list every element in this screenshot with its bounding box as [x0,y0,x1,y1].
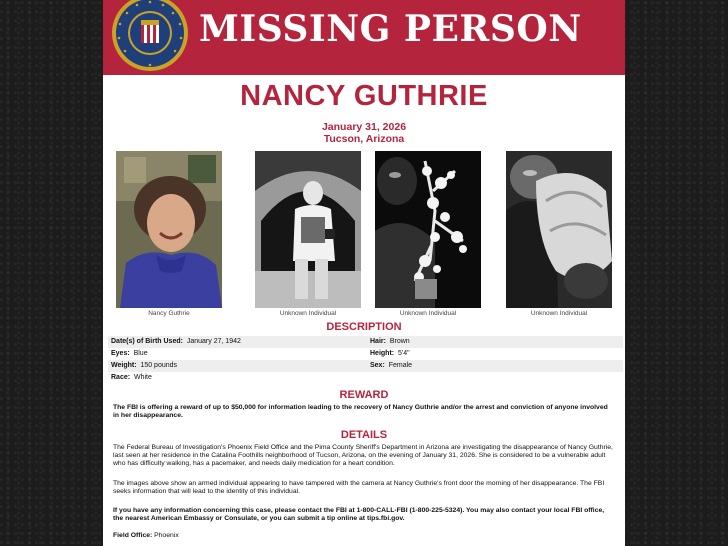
caption-photo-3: Unknown Individual [399,310,457,317]
description-heading: DESCRIPTION [326,321,402,333]
fbi-seal-icon [111,0,189,72]
height-value: 5'4" [398,350,410,357]
table-row [108,360,623,372]
details-heading: DETAILS [340,429,388,441]
person-name: NANCY GUTHRIE [240,80,488,112]
reward-text: The FBI is offering a reward of up to $50,000 for information leading to the recovery of Nancy Guthrie and/or the arrest and conviction of anyone involved in her disappearance. [113,404,608,420]
eyes-value: Blue [133,350,148,357]
table-row [108,336,623,348]
eyes-label: Eyes: [111,350,130,357]
banner-title: MISSING PERSON [199,8,582,50]
details-paragraph-3: If you have any information concerning this case, please contact the FBI at 1-800-CALL-FBI (1-800-225-5324). You may also contact your local FBI office, the nearest American Embassy or Consulate, or you can submit a tip online at tips.fbi.gov. [113,507,605,523]
poster-banner [103,0,625,75]
field-office [113,532,615,540]
field-office-label: Field Office: [113,532,153,539]
missing-location: Tucson, Arizona [323,133,405,145]
sex-value: Female [388,362,413,369]
missing-date: January 31, 2026 [321,121,407,133]
race-label: Race: [111,374,131,381]
caption-photo-1: Nancy Guthrie [148,310,190,317]
dob-label: Date(s) of Birth Used: [111,338,183,345]
details-paragraph-1: The Federal Bureau of Investigation's Phoenix Field Office and the Pima County Sheriff's Department in Arizona are investigating the disappearance of Nancy Guthrie, last seen at her residence in the Catalina Foothills neighborhood of Tucson, Arizona, on the evening of January 31, 2026. She is considered to be a vulnerable adult who has difficulty walking, has a pacemaker, and needs daily medication for a heart condition. [113,444,613,468]
details-paragraph-2: The images above show an armed individual appearing to have tampered with the camera at Nancy Guthrie's front door the morning of her disappearance. The FBI seeks information that will lead to the identity of this individual. [113,480,605,496]
table-row [108,372,623,384]
field-office-value: Phoenix [154,532,179,539]
photo-nancy-guthrie [116,151,222,308]
caption-photo-4: Unknown Individual [530,310,588,317]
height-label: Height: [370,350,395,357]
dob-value: January 27, 1942 [186,338,241,345]
reward-heading: REWARD [339,389,389,401]
sex-label: Sex: [370,362,385,369]
wanted-poster [103,0,625,546]
photo-unknown-individual-2 [375,151,481,308]
weight-value: 150 pounds [140,362,178,369]
hair-label: Hair: [370,338,386,345]
weight-label: Weight: [111,362,137,369]
photo-unknown-individual-3 [506,151,612,308]
table-row [108,348,623,360]
photo-unknown-individual-1 [255,151,361,308]
race-value: White [133,374,152,381]
caption-photo-2: Unknown Individual [279,310,337,317]
hair-value: Brown [389,338,410,345]
